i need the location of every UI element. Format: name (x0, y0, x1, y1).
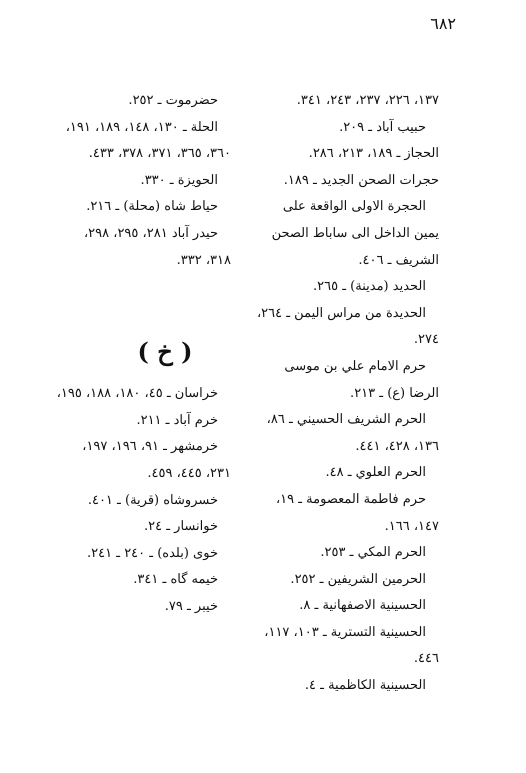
section-spacer (41, 274, 231, 323)
index-line: ١٣٧، ٢٢٦، ٢٣٧، ٢٤٣، ٣٤١. (296, 93, 439, 108)
index-entry: الحديدة من مراس اليمن ـ ٢٦٤، (256, 305, 426, 321)
index-line: ٣١٨، ٣٣٢. (176, 252, 231, 268)
index-entry: الحرم المكي ـ ٢٥٣. (320, 545, 426, 561)
index-entry: حرم فاطمة المعصومة ـ ١٩، (275, 491, 426, 507)
index-line: ٣٦٠، ٣٦٥، ٣٧١، ٣٧٨، ٤٣٣. (88, 146, 231, 162)
index-entry: حجرات الصحن الجديد ـ ١٨٩. (283, 172, 439, 188)
index-entry: الحرم العلوي ـ ٤٨. (325, 465, 426, 481)
index-column-left (41, 88, 231, 621)
index-entry: الحرم الشريف الحسيني ـ ٨٦، (266, 412, 426, 428)
index-entry: خرم آباد ـ ٢١١. (136, 412, 218, 428)
index-entry: خرمشهر ـ ٩١، ١٩٦، ١٩٧، (82, 439, 218, 455)
index-entry: حياط شاه (محلة) ـ ٢١٦. (86, 199, 218, 215)
index-entry: خوانسار ـ ٢٤. (143, 519, 218, 535)
index-entry: الحلة ـ ١٣٠، ١٤٨، ١٨٩، ١٩١، (65, 119, 218, 135)
index-entry: الحسينية الاصفهانية ـ ٨. (299, 598, 426, 614)
index-line: ٢٣١، ٤٤٥، ٤٥٩. (147, 465, 231, 481)
index-entry: الحرمين الشريفين ـ ٢٥٢. (290, 571, 426, 587)
index-entry: الحديد (مدينة) ـ ٢٦٥. (313, 279, 426, 295)
index-entry: الحسينية التسترية ـ ١٠٣، ١١٧، (264, 624, 426, 640)
index-line: ١٤٧، ١٦٦. (384, 518, 439, 534)
index-entry: حرم الامام علي بن موسى (284, 358, 426, 374)
index-entry: حضرموت ـ ٢٥٢. (128, 93, 218, 108)
index-entry: خيبر ـ ٧٩. (164, 598, 218, 614)
index-line: ٢٧٤. (413, 332, 439, 348)
index-column-right (257, 88, 439, 700)
index-entry: الحجرة الاولى الواقعة على (282, 199, 426, 215)
index-line: يمين الداخل الى ساباط الصحن (271, 225, 439, 241)
index-line: الشريف ـ ٤٠٦. (358, 252, 439, 268)
section-letter-heading: ( خ ) (137, 337, 193, 367)
index-line: الرضا (ع) ـ ٢١٣. (350, 385, 439, 401)
index-entry: خيمه گاه ـ ٣٤١. (133, 572, 218, 588)
index-entry: الحويزة ـ ٣٣٠. (140, 172, 218, 188)
index-entry: خوى (بلده) ـ ٢٤٠ ـ ٢٤١. (87, 545, 218, 561)
index-line: ١٣٦، ٤٢٨، ٤٤١. (355, 438, 439, 454)
page-number: ٦٨٢ (430, 14, 456, 33)
index-entry: خسروشاه (قرية) ـ ٤٠١. (87, 492, 218, 508)
index-entry: خراسان ـ ٤٥، ١٨٠، ١٨٨، ١٩٥، (56, 386, 218, 402)
index-entry: الحجاز ـ ١٨٩، ٢١٣، ٢٨٦. (308, 146, 439, 162)
index-entry: حبيب آباد ـ ٢٠٩. (339, 119, 426, 135)
index-entry: الحسينية الكاظمية ـ ٤. (304, 678, 426, 694)
index-entry: حيدر آباد ٢٨١، ٢٩٥، ٢٩٨، (83, 225, 218, 241)
index-line: ٤٤٦. (413, 651, 439, 667)
